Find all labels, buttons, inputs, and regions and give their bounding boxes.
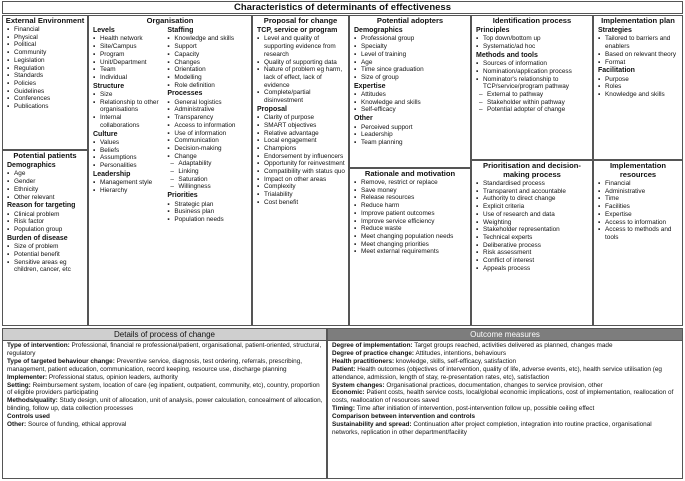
- list-item: ▪ Sensitive areas eg children, cancer, etc: [7, 259, 85, 274]
- details-rows: [3, 341, 326, 429]
- list-item: ▪ Knowledge and skills: [167, 35, 249, 43]
- details-heading: Details of process of change: [3, 329, 326, 341]
- list-item: ▪ Tailored to barriers and enablers: [598, 35, 680, 50]
- sub-list-item: – Saturation: [167, 176, 249, 184]
- list-item: ▪ Attitudes: [354, 91, 468, 99]
- list-item: ▪ Access to information: [167, 122, 249, 130]
- list-item: ▪ Based on relevant theory: [598, 51, 680, 59]
- group-list: [93, 91, 161, 130]
- list-item: ▪ Meet external requirements: [354, 248, 468, 256]
- list-item: ▪ Access to information: [598, 219, 680, 227]
- list-item: ▪ SMART objectives: [257, 122, 346, 130]
- detail-row: [3, 382, 326, 398]
- list-item: ▪ Size of problem: [7, 243, 85, 251]
- group-list: [167, 99, 249, 191]
- list-item: ▪ Improve patient outcomes: [354, 210, 468, 218]
- list-item: ▪ Nature of problem eg harm, lack of effect, lack of evidence: [257, 66, 346, 89]
- detail-row-text: Organisational practices, documentation, changes to service provision, other: [384, 381, 603, 389]
- group-label: Priorities: [167, 192, 198, 200]
- implementation-resources-box: [593, 160, 683, 326]
- list-item: ▪ Deliberative process: [476, 242, 590, 250]
- potential-patients-box: [2, 150, 88, 326]
- detail-row-text: Source of funding, ethical approval: [26, 421, 127, 429]
- list-item: ▪ Complexity: [257, 183, 346, 191]
- group-list: [167, 35, 249, 89]
- external-environment-box: [2, 15, 88, 150]
- list-item: ▪ Team planning: [354, 139, 468, 147]
- group-list: [93, 139, 161, 170]
- group-list: [93, 35, 161, 81]
- external-environment-list: [7, 26, 85, 111]
- list-item: ▪ Publications: [7, 103, 85, 111]
- list-item: ▪ Access to methods and tools: [598, 226, 680, 241]
- list-item: ▪ Financial: [598, 180, 680, 188]
- list-item: ▪ Top down/bottom up: [476, 35, 590, 43]
- detail-row-text: Attitudes, intentions, behaviours: [414, 349, 507, 357]
- group-list: [476, 60, 590, 114]
- detail-row: [3, 421, 326, 429]
- list-item: ▪ Relative advantage: [257, 130, 346, 138]
- detail-row: [328, 382, 682, 390]
- detail-row-label: Other:: [7, 421, 27, 429]
- list-item: ▪ Specialty: [354, 43, 468, 51]
- outcomes-rows: [328, 341, 682, 437]
- detail-row-label: Type of intervention:: [7, 342, 70, 349]
- detail-row-label: System changes:: [332, 381, 385, 389]
- list-item: ▪ Risk factor: [7, 218, 85, 226]
- details-section: [2, 328, 327, 479]
- sub-list-item: – Adaptability: [167, 160, 249, 168]
- detail-row-text: Continuation after project completion, integration into routine practice, organisational networks, replication in other department/facility: [332, 421, 652, 436]
- list-item: ▪ Knowledge and skills: [598, 91, 680, 99]
- detail-row-label: Degree of implementation:: [332, 342, 413, 349]
- detail-row: [328, 413, 682, 421]
- group-list: [7, 170, 85, 201]
- prioritisation-list: [476, 180, 590, 272]
- group-list: [257, 35, 346, 104]
- group-label: Other: [354, 115, 373, 123]
- list-item: ▪ Appeals process: [476, 265, 590, 273]
- group-list: [7, 211, 85, 234]
- list-item: ▪ Physical: [7, 34, 85, 42]
- list-item: ▪ Role definition: [167, 82, 249, 90]
- list-item: ▪ Nomination/application process: [476, 68, 590, 76]
- list-item: ▪ Leadership: [354, 131, 468, 139]
- group-label: Proposal: [257, 105, 287, 113]
- potential-patients-heading: Potential patients: [13, 151, 77, 160]
- detail-row-text: Patient costs, health service costs, local/global economic implications, cost of implementation, reallocation of costs, reallocation of resources saved: [332, 389, 674, 405]
- sub-list-item: – Stakeholder within pathway: [476, 99, 590, 107]
- list-item: ▪ Save money: [354, 187, 468, 195]
- list-item: ▪ Ethnicity: [7, 186, 85, 194]
- list-item: ▪ Quality of supporting data: [257, 59, 346, 67]
- list-item: ▪ Meet changing population needs: [354, 233, 468, 241]
- list-item: ▪ Use of research and data: [476, 211, 590, 219]
- list-item: ▪ Stakeholder representation: [476, 226, 590, 234]
- list-item: ▪ Gender: [7, 178, 85, 186]
- list-item: ▪ Reduce harm: [354, 202, 468, 210]
- list-item: ▪ Size: [93, 91, 161, 99]
- list-item: ▪ Technical experts: [476, 234, 590, 242]
- list-item: ▪ Age: [354, 59, 468, 67]
- group-label: Leadership: [93, 170, 131, 178]
- list-item: ▪ Standardised process: [476, 180, 590, 188]
- list-item: ▪ Capacity: [167, 51, 249, 59]
- list-item: ▪ Time: [598, 195, 680, 203]
- implementation-plan-box: [593, 15, 683, 160]
- proposal-groups: [253, 25, 348, 208]
- detail-row-label: Degree of practice change:: [332, 349, 415, 357]
- list-item: ▪ Guidelines: [7, 88, 85, 96]
- list-item: ▪ Personalities: [93, 162, 161, 170]
- list-item: ▪ Meet changing priorities: [354, 241, 468, 249]
- detail-row: [328, 366, 682, 382]
- group-list: [7, 243, 85, 274]
- potential-adopters-heading: Potential adopters: [376, 16, 444, 25]
- detail-row: [328, 421, 682, 437]
- detail-row: [3, 413, 326, 421]
- list-item: ▪ Clarity of purpose: [257, 114, 346, 122]
- detail-row-label: Type of targeted behaviour change:: [7, 357, 115, 365]
- list-item: ▪ Policies: [7, 80, 85, 88]
- proposal-box: [252, 15, 349, 326]
- group-label: Strategies: [598, 27, 632, 34]
- detail-row-label: Timing:: [332, 405, 355, 413]
- potential-adopters-groups: [350, 25, 470, 148]
- list-item: ▪ Opportunity for reinvestment: [257, 160, 346, 168]
- prioritisation-heading: Prioritisation and decision-making process: [483, 161, 581, 179]
- identification-groups: [472, 25, 592, 115]
- potential-patients-groups: [3, 160, 87, 275]
- outcomes-section: [327, 328, 683, 479]
- list-item: ▪ Population group: [7, 226, 85, 234]
- list-item: ▪ Use of information: [167, 130, 249, 138]
- organisation-right-groups: [163, 25, 251, 225]
- list-item: ▪ Population needs: [167, 216, 249, 224]
- potential-adopters-box: [349, 15, 471, 168]
- group-label: Structure: [93, 82, 125, 90]
- list-item: ▪ Transparent and accountable: [476, 188, 590, 196]
- list-item: ▪ Site/Campus: [93, 43, 161, 51]
- detail-row-text: Reimbursement system, location of care (eg inpatient, outpatient, community, etc), country, proportion of eligible providers participating: [7, 381, 320, 397]
- list-item: ▪ Regulation: [7, 65, 85, 73]
- list-item: ▪ Administrative: [598, 188, 680, 196]
- detail-row-text: Professional status, opinion leaders, authority: [47, 373, 178, 381]
- list-item: ▪ Legislation: [7, 57, 85, 65]
- detail-row-label: Comparison between intervention and controls: [332, 413, 476, 421]
- list-item: ▪ Team: [93, 66, 161, 74]
- detail-row: [328, 389, 682, 405]
- list-item: ▪ Individual: [93, 74, 161, 82]
- sub-list-item: – Potential adopter of change: [476, 106, 590, 114]
- implementation-resources-list: [598, 180, 680, 242]
- list-item: ▪ Professional group: [354, 35, 468, 43]
- list-item: ▪ Impact on other areas: [257, 176, 346, 184]
- sub-list-item: – Willingness: [167, 183, 249, 191]
- list-item: ▪ Transparency: [167, 114, 249, 122]
- list-item: ▪ Business plan: [167, 208, 249, 216]
- implementation-resources-heading: Implementation resources: [609, 161, 667, 179]
- group-label: Staffing: [167, 27, 194, 34]
- group-list: [93, 179, 161, 194]
- list-item: ▪ Unit/Department: [93, 59, 161, 67]
- group-list: [257, 114, 346, 206]
- list-item: ▪ Communication: [167, 137, 249, 145]
- list-item: ▪ Orientation: [167, 66, 249, 74]
- detail-row-text: Study design, unit of allocation, unit of analysis, power calculation, concealment of allocation, blinding, follow up, data collection processes: [7, 397, 323, 413]
- detail-row: [328, 350, 682, 358]
- detail-row-text: knowledge, skills, self-efficacy, satisfaction: [394, 357, 517, 365]
- group-label: Processes: [167, 90, 203, 98]
- list-item: ▪ Standards: [7, 72, 85, 80]
- list-item: ▪ Compatibility with status quo: [257, 168, 346, 176]
- group-label: Methods and tools: [476, 51, 538, 59]
- detail-row-label: Methods/quality:: [7, 397, 58, 405]
- detail-row-label: Health practitioners:: [332, 357, 395, 365]
- group-label: Levels: [93, 27, 115, 34]
- detail-row-text: Preventive service, diagnosis, test ordering, referrals, prescribing, management, patient education, communication, record keeping, resource use, discharge planning: [7, 357, 303, 373]
- diagram-title: Characteristics of determinants of effectiveness: [234, 2, 451, 13]
- list-item: ▪ Administrative: [167, 106, 249, 114]
- list-item: ▪ Community: [7, 49, 85, 57]
- list-item: ▪ Values: [93, 139, 161, 147]
- prioritisation-box: [471, 160, 593, 326]
- group-list: [598, 35, 680, 66]
- list-item: ▪ Management style: [93, 179, 161, 187]
- detail-row-text: Time after initiation of intervention, post-intervention follow up, possible ceiling effect: [354, 405, 595, 413]
- list-item: ▪ Beliefs: [93, 147, 161, 155]
- list-item: ▪ Health network: [93, 35, 161, 43]
- group-label: TCP, service or program: [257, 27, 338, 34]
- list-item: ▪ Decision-making: [167, 145, 249, 153]
- list-item: ▪ Cost benefit: [257, 199, 346, 207]
- group-label: Demographics: [354, 27, 403, 34]
- list-item: ▪ Change: [167, 153, 249, 161]
- detail-row-label: Patient:: [332, 365, 356, 373]
- detail-row: [328, 358, 682, 366]
- list-item: ▪ Local engagement: [257, 137, 346, 145]
- organisation-left-groups: [89, 25, 163, 225]
- detail-row: [328, 342, 682, 350]
- organisation-heading: Organisation: [146, 16, 194, 25]
- list-item: ▪ Format: [598, 59, 680, 67]
- detail-row: [3, 374, 326, 382]
- identification-heading: Identification process: [492, 16, 572, 25]
- detail-row: [328, 405, 682, 413]
- group-label: Expertise: [354, 82, 386, 90]
- detail-row: [3, 342, 326, 358]
- list-item: ▪ Expertise: [598, 211, 680, 219]
- list-item: ▪ Knowledge and skills: [354, 99, 468, 107]
- rationale-list: [354, 179, 468, 256]
- diagram-title-bar: [2, 1, 683, 14]
- list-item: ▪ Reduce waste: [354, 225, 468, 233]
- detail-row-label: Setting:: [7, 381, 31, 389]
- list-item: ▪ Strategic plan: [167, 201, 249, 209]
- detail-row: [3, 358, 326, 374]
- proposal-heading: Proposal for change: [263, 16, 338, 25]
- list-item: ▪ Champions: [257, 145, 346, 153]
- rationale-box: [349, 168, 471, 326]
- list-item: ▪ Explicit criteria: [476, 203, 590, 211]
- list-item: ▪ Weighting: [476, 219, 590, 227]
- list-item: ▪ Self-efficacy: [354, 106, 468, 114]
- list-item: ▪ Changes: [167, 59, 249, 67]
- group-label: Facilitation: [598, 67, 635, 75]
- implementation-plan-heading: Implementation plan: [601, 16, 675, 25]
- group-list: [598, 76, 680, 99]
- list-item: ▪ Financial: [7, 26, 85, 34]
- list-item: ▪ Facilities: [598, 203, 680, 211]
- list-item: ▪ Improve service efficiency: [354, 218, 468, 226]
- detail-row-label: Controls used: [7, 413, 50, 421]
- detail-row-label: Sustainability and spread:: [332, 421, 412, 429]
- outcomes-heading: Outcome measures: [328, 329, 682, 341]
- list-item: ▪ Complete/partial disinvestment: [257, 89, 346, 104]
- external-environment-heading: External Environment: [5, 16, 85, 25]
- list-item: ▪ Remove, restrict or replace: [354, 179, 468, 187]
- rationale-heading: Rationale and motivation: [364, 169, 456, 178]
- list-item: ▪ Hierarchy: [93, 187, 161, 195]
- list-item: ▪ Perceived support: [354, 124, 468, 132]
- list-item: ▪ General logistics: [167, 99, 249, 107]
- list-item: ▪ Authority to direct change: [476, 195, 590, 203]
- list-item: ▪ Level of training: [354, 51, 468, 59]
- list-item: ▪ Conferences: [7, 95, 85, 103]
- group-list: [354, 35, 468, 81]
- list-item: ▪ Program: [93, 51, 161, 59]
- group-label: Reason for targeting: [7, 202, 76, 210]
- group-label: Principles: [476, 27, 510, 34]
- list-item: ▪ Systematic/ad hoc: [476, 43, 590, 51]
- list-item: ▪ Internal collaborations: [93, 114, 161, 129]
- list-item: ▪ Nominator's relationship to TCP/service/program pathway: [476, 76, 590, 91]
- list-item: ▪ Age: [7, 170, 85, 178]
- list-item: ▪ Endorsement by influencers: [257, 153, 346, 161]
- list-item: ▪ Relationship to other organisations: [93, 99, 161, 114]
- list-item: ▪ Level and quality of supporting evidence from research: [257, 35, 346, 58]
- identification-box: [471, 15, 593, 160]
- list-item: ▪ Sources of information: [476, 60, 590, 68]
- list-item: ▪ Clinical problem: [7, 211, 85, 219]
- list-item: ▪ Purpose: [598, 76, 680, 84]
- detail-row-label: Implementer:: [7, 373, 48, 381]
- list-item: ▪ Political: [7, 41, 85, 49]
- group-label: Culture: [93, 130, 118, 138]
- list-item: ▪ Time since graduation: [354, 66, 468, 74]
- group-list: [476, 35, 590, 50]
- group-list: [167, 201, 249, 224]
- list-item: ▪ Roles: [598, 83, 680, 91]
- detail-row-text: Health outcomes (objectives of intervention, quality of life, adverse events, etc), health service utilisation (eg attendance, admission, length of stay, re-presentation rates, etc), satisfaction: [332, 365, 662, 381]
- list-item: ▪ Modelling: [167, 74, 249, 82]
- sub-list-item: – Linking: [167, 168, 249, 176]
- detail-row-text: Target groups reached, activities delivered as planned, changes made: [412, 342, 613, 349]
- list-item: ▪ Size of group: [354, 74, 468, 82]
- sub-list-item: – External to pathway: [476, 91, 590, 99]
- group-label: Burden of disease: [7, 234, 68, 242]
- list-item: ▪ Support: [167, 43, 249, 51]
- list-item: ▪ Risk assessment: [476, 249, 590, 257]
- list-item: ▪ Trialability: [257, 191, 346, 199]
- implementation-plan-groups: [594, 25, 682, 100]
- group-label: Demographics: [7, 162, 56, 169]
- organisation-box: [88, 15, 252, 326]
- list-item: ▪ Release resources: [354, 194, 468, 202]
- list-item: ▪ Potential benefit: [7, 251, 85, 259]
- list-item: ▪ Other relevant: [7, 194, 85, 202]
- detail-row-label: Economic:: [332, 389, 365, 397]
- list-item: ▪ Conflict of interest: [476, 257, 590, 265]
- list-item: ▪ Assumptions: [93, 154, 161, 162]
- group-list: [354, 124, 468, 147]
- detail-row-text: Professional, financial re professional/patient, organisational, patient-oriented, structural, regulatory: [7, 342, 322, 357]
- group-list: [354, 91, 468, 114]
- detail-row: [3, 397, 326, 413]
